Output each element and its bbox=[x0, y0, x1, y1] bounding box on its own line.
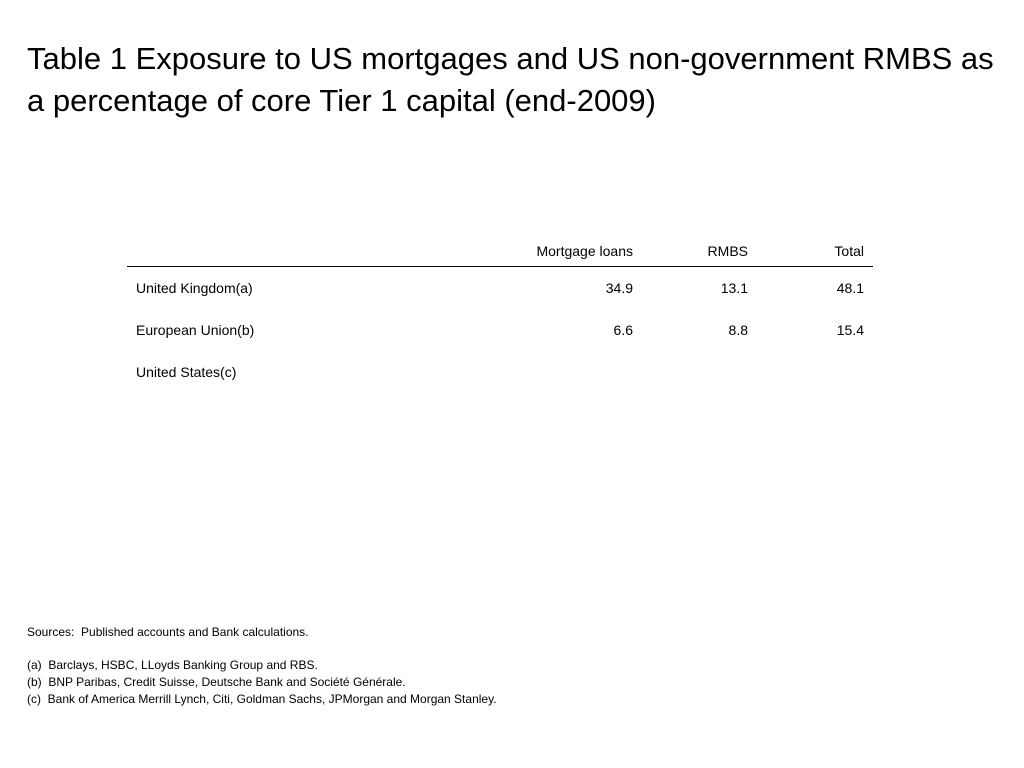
exposure-table bbox=[127, 236, 873, 393]
table-row bbox=[127, 351, 873, 393]
rmbs-value: 13.1 bbox=[720, 280, 748, 296]
table-row bbox=[127, 267, 873, 310]
row-label: United States(c) bbox=[136, 364, 237, 380]
total-value: 48.1 bbox=[836, 280, 864, 296]
table-header-row bbox=[127, 236, 873, 267]
mortgage-loans-value bbox=[412, 351, 642, 393]
header-rmbs: RMBS bbox=[642, 236, 757, 267]
footnotes bbox=[27, 624, 497, 708]
total-value: 15.4 bbox=[836, 322, 864, 338]
mortgage-loans-value: 6.6 bbox=[613, 322, 633, 338]
mortgage-loans-value: 34.9 bbox=[605, 280, 633, 296]
header-row-label bbox=[127, 236, 412, 267]
note-spacer bbox=[27, 641, 497, 657]
rmbs-value: 8.8 bbox=[728, 322, 748, 338]
table-row bbox=[127, 309, 873, 351]
header-total: Total bbox=[757, 236, 873, 267]
slide-title: Table 1 Exposure to US mortgages and US non-government RMBS as a percentage of core Tier 1 capital (end-2009) bbox=[27, 41, 994, 118]
footnote-c: (c) Bank of America Merrill Lynch, Citi, Goldman Sachs, JPMorgan and Morgan Stanley. bbox=[27, 692, 497, 706]
rmbs-value bbox=[642, 351, 757, 393]
footnote-b: (b) BNP Paribas, Credit Suisse, Deutsche Bank and Société Générale. bbox=[27, 675, 406, 689]
row-label: European Union(b) bbox=[136, 322, 255, 338]
sources-note: Sources: Published accounts and Bank calculations. bbox=[27, 625, 309, 639]
footnote-a: (a) Barclays, HSBC, LLoyds Banking Group and RBS. bbox=[27, 658, 318, 672]
total-value bbox=[757, 351, 873, 393]
header-mortgage-loans: Mortgage loans bbox=[412, 236, 642, 267]
row-label: United Kingdom(a) bbox=[136, 280, 253, 296]
